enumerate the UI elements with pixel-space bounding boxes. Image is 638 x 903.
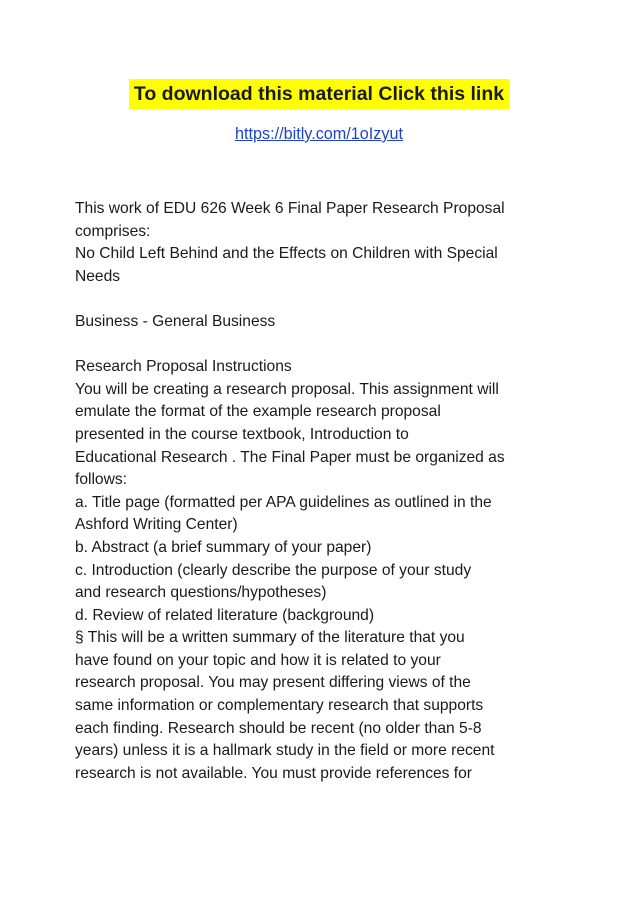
instructions-paragraph: [75, 356, 575, 785]
text-line: years) unless it is a hallmark study in the field or more recent: [75, 742, 495, 760]
text-line: This work of EDU 626 Week 6 Final Paper Research Proposal: [75, 200, 505, 217]
intro-paragraph: [75, 198, 575, 288]
download-headline: To download this material Click this link: [129, 79, 509, 109]
text-line: You will be creating a research proposal. This assignment will: [75, 380, 499, 398]
text-line: § This will be a written summary of the literature that you: [75, 629, 465, 647]
text-line: research proposal. You may present differing views of the: [75, 674, 471, 692]
list-item-title-page: a. Title page (formatted per APA guidelines as outlined in the: [75, 493, 492, 511]
list-item-introduction: c. Introduction (clearly describe the purpose of your study: [75, 561, 472, 579]
text-line: presented in the course textbook, Introduction to: [75, 425, 409, 443]
text-line: Needs: [75, 267, 121, 285]
text-line: No Child Left Behind and the Effects on Children with Special: [75, 245, 498, 263]
text-line: follows:: [75, 471, 127, 489]
text-line: comprises:: [75, 222, 151, 240]
text-line: have found on your topic and how it is related to your: [75, 651, 441, 669]
download-link[interactable]: https://bitly.com/1oIzyut: [235, 125, 403, 143]
document-body: [75, 198, 575, 785]
text-line: each finding. Research should be recent (no older than 5-8: [75, 719, 482, 737]
text-line: same information or complementary research that supports: [75, 697, 484, 715]
section-heading: Research Proposal Instructions: [75, 358, 292, 376]
text-line: emulate the format of the example research proposal: [75, 403, 441, 421]
text-line: and research questions/hypotheses): [75, 584, 327, 602]
list-item-abstract: b. Abstract (a brief summary of your paper): [75, 538, 372, 556]
text-line: Educational Research . The Final Paper must be organized as: [75, 448, 505, 466]
text-line: Business - General Business: [75, 312, 276, 330]
link-container: [0, 123, 638, 145]
headline-container: [0, 79, 638, 109]
text-line: research is not available. You must provide references for: [75, 764, 472, 782]
text-line: Ashford Writing Center): [75, 516, 238, 534]
list-item-literature-review: d. Review of related literature (background): [75, 606, 375, 624]
category-paragraph: [75, 311, 575, 334]
paragraph-gap: [75, 288, 575, 311]
paragraph-gap: [75, 334, 575, 357]
